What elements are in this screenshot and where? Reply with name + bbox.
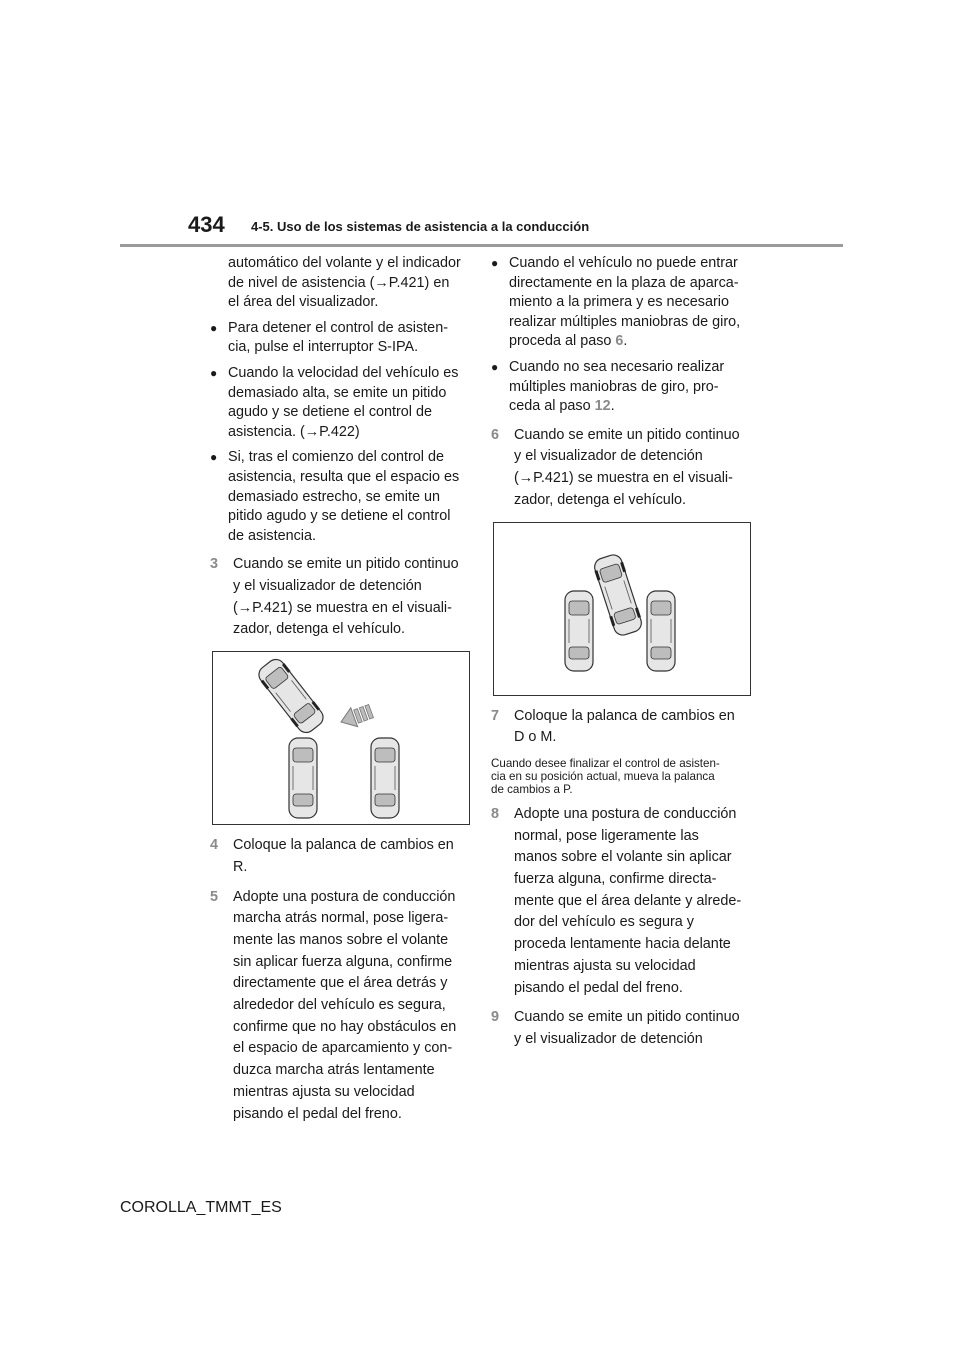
bullet-multiple-maneuvers: ● Cuando el vehículo no puede entrar directamente en la plaza de aparca- miento a la primera y es necesario realizar múltiples maniobras de giro, proceda al paso 6. (491, 254, 751, 352)
page-number: 434 (188, 212, 225, 237)
intro-paragraph: automático del volante y el indicador de nivel de asistencia (→P.421) en el área del visualizador. (228, 255, 461, 311)
bullet-stop-control: ● Para detener el control de asisten- cia, pulse el interruptor S-IPA. (210, 319, 470, 358)
parked-car-right (371, 738, 399, 818)
reverse-arrow (338, 702, 375, 732)
bullet-speed-high: ● Cuando la velocidad del vehículo es demasiado alta, se emite un pitido agudo y se detiene el control de asistencia. (→P.422) (210, 364, 470, 442)
parked-car-left-2 (565, 591, 593, 671)
document-code: COROLLA_TMMT_ES (120, 1199, 282, 1216)
left-column (210, 254, 470, 1129)
step-6: 6 Cuando se emite un pitido continuo y el visualizador de detención (→P.421) se muestra en el visuali- zador, detenga el vehículo. (491, 426, 740, 508)
car-maneuvering (255, 655, 328, 737)
car-adjusting (591, 552, 644, 637)
header-rule (120, 244, 843, 247)
forward-adjust-illustration (493, 522, 751, 696)
reverse-parking-illustration (212, 651, 470, 825)
section-title: 4-5. Uso de los sistemas de asistencia a la conducción (251, 219, 590, 234)
parked-car-left (289, 738, 317, 818)
right-column (491, 254, 751, 1055)
step-7: 7 Coloque la palanca de cambios en D o M. (491, 707, 735, 746)
step-4: 4 Coloque la palanca de cambios en R. (210, 837, 454, 875)
cars-diagram-2 (494, 523, 750, 695)
bullet-no-maneuvers: ● Cuando no sea necesario realizar múltiples maniobras de giro, pro- ceda al paso 12. (491, 358, 751, 417)
step-5: 5 Adopte una postura de conducción marcha atrás normal, pose ligera- mente las manos sobre el volante sin aplicar fuerza alguna, confirme directamente que el área detrás y alrededor del vehículo es segura, confirme que no hay obstáculos en el espacio de aparcamiento y con- duzca marcha atrás lentamente mientras ajusta su velocidad pisando el pedal del freno. (210, 888, 457, 1122)
step-9: 9 Cuando se emite un pitido continuo y el visualizador de detención (491, 1009, 740, 1047)
parked-car-right-2 (647, 591, 675, 671)
cars-diagram (213, 652, 469, 824)
bullet-space-narrow: ● Si, tras el comienzo del control de asistencia, resulta que el espacio es demasiado estrecho, se emite un pitido agudo y se detiene el control de asistencia. (210, 448, 470, 546)
step-8: 8 Adopte una postura de conducción normal, pose ligeramente las manos sobre el volante sin aplicar fuerza alguna, confirme directa- mente que el área delante y alrede- dor del vehículo es segura y proceda lentamente hacia delante mientras ajusta su velocidad pisando el pedal del freno. (491, 805, 742, 996)
step-3: 3 Cuando se emite un pitido continuo y el visualizador de detención (→P.421) se muestra en el visuali- zador, detenga el vehículo. (210, 556, 459, 638)
shift-to-p-note: Cuando desee finalizar el control de asisten- cia en su posición actual, mueva la palanca de cambios a P. (491, 756, 720, 796)
